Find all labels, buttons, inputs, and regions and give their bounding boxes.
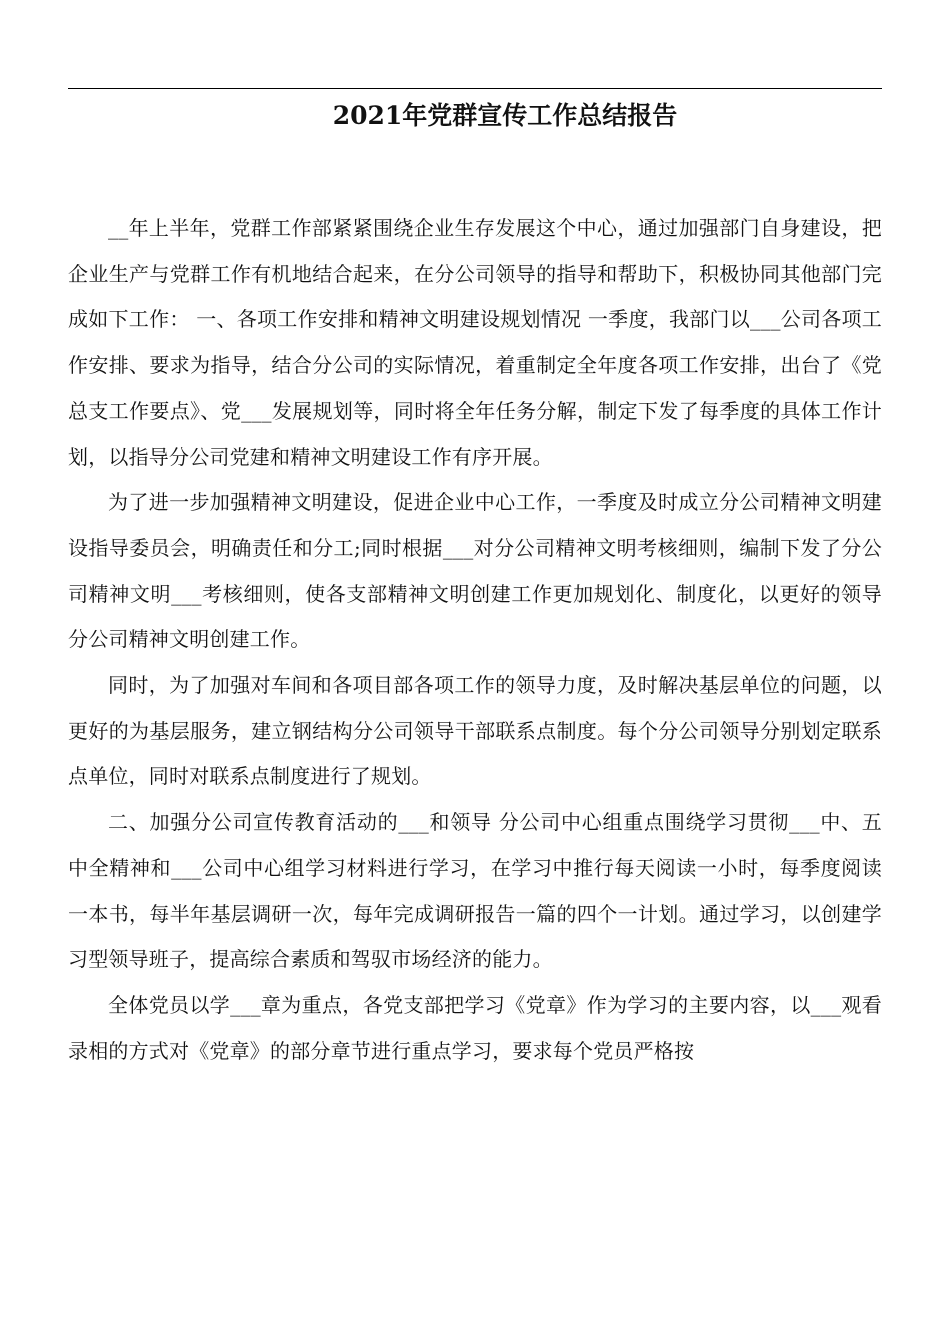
paragraph-2: 为了进一步加强精神文明建设，促进企业中心工作，一季度及时成立分公司精神文明建设指导委员会，明确责任和分工;同时根据___对分公司精神文明考核细则，编制下发了分公司精神文明___考核细则，使各支部精神文明创建工作更加规划化、制度化，以更好的领导分公司精神文明创建工作。 bbox=[68, 490, 882, 652]
paragraph-5: 全体党员以学___章为重点，各党支部把学习《党章》作为学习的主要内容，以___观看录相的方式对《党章》的部分章节进行重点学习，要求每个党员严格按 bbox=[68, 992, 882, 1063]
paragraph-3: 同时，为了加强对车间和各项目部各项工作的领导力度，及时解决基层单位的问题，以更好的为基层服务，建立钢结构分公司领导干部联系点制度。每个分公司领导分别划定联系点单位，同时对联系点制度进行了规划。 bbox=[68, 673, 882, 789]
header-rule bbox=[68, 88, 882, 89]
document-title: 2021年党群宣传工作总结报告 bbox=[332, 101, 678, 130]
paragraph-1: __年上半年，党群工作部紧紧围绕企业生存发展这个中心，通过加强部门自身建设，把企业生产与党群工作有机地结合起来，在分公司领导的指导和帮助下，积极协同其他部门完成如下工作： 一、各项工作安排和精神文明建设规划情况 一季度，我部门以___公司各项工作安排、要求为指导，结合分公司的实际情况，着重制定全年度各项工作安排，出台了《党总支工作要点》、党___发展规划等，同时将全年任务分解，制定下发了每季度的具体工作计划，以指导分公司党建和精神文明建设工作有序开展。 bbox=[68, 216, 882, 469]
paragraph-4: 二、加强分公司宣传教育活动的___和领导 分公司中心组重点围绕学习贯彻___中、五中全精神和___公司中心组学习材料进行学习，在学习中推行每天阅读一小时，每季度阅读一本书，每半年基层调研一次，每年完成调研报告一篇的四个一计划。通过学习，以创建学习型领导班子，提高综合素质和驾驭市场经济的能力。 bbox=[68, 810, 882, 972]
document-body bbox=[68, 206, 882, 1074]
